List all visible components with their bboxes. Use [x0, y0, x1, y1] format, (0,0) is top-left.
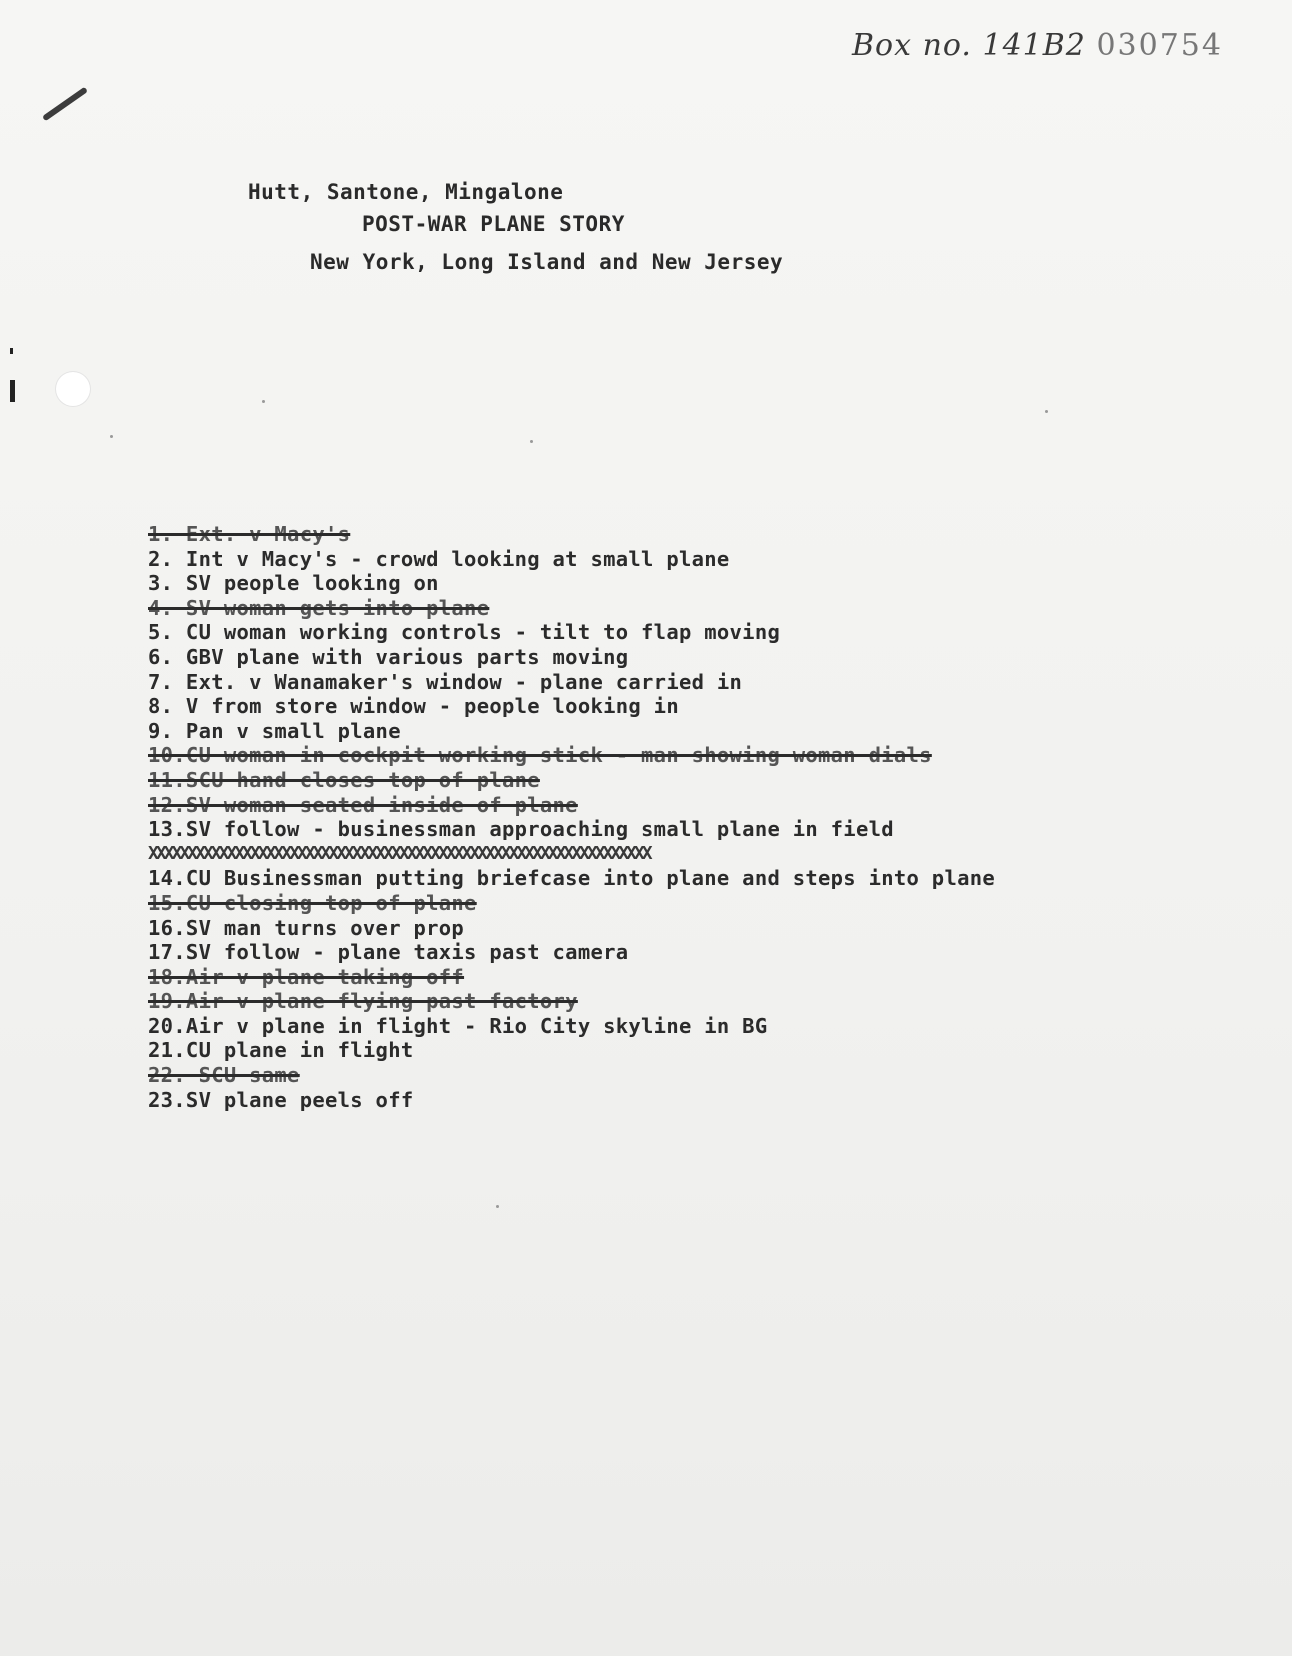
pen-tick-mark: [42, 87, 88, 122]
shot-item: 1. Ext. v Macy's: [148, 522, 351, 546]
paper-speck: [110, 435, 113, 438]
handwritten-archive-note: [852, 28, 1223, 63]
paper-speck: [496, 1205, 499, 1208]
shot-item: 17.SV follow - plane taxis past camera: [148, 940, 629, 965]
shot-item: 5. CU woman working controls - tilt to flap moving: [148, 620, 781, 645]
shot-item: 15.CU closing top of plane: [148, 890, 477, 915]
shot-item: 20.Air v plane in flight - Rio City skyline in BG: [148, 1013, 768, 1038]
shot-item: 12.SV woman seated inside of plane: [148, 792, 578, 817]
shot-item: 10.CU woman in cockpit working stick - man showing woman dials: [148, 743, 932, 768]
shot-item: 14.CU Businessman putting briefcase into plane and steps into plane: [148, 866, 996, 891]
paper-speck: [530, 440, 533, 443]
shot-item: 11.SCU hand closes top of plane: [148, 767, 540, 792]
locations-line: New York, Long Island and New Jersey: [310, 250, 784, 274]
shot-item: 2. Int v Macy's - crowd looking at small plane: [148, 546, 730, 571]
shot-item: 4. SV woman gets into plane: [148, 595, 490, 620]
paper-speck: [1045, 410, 1048, 413]
edge-mark: [10, 380, 15, 402]
shot-item: 8. V from store window - people looking in: [148, 694, 679, 719]
shot-item: 23.SV plane peels off: [148, 1087, 414, 1112]
shot-item: 13.SV follow - businessman approaching small plane in field: [148, 817, 894, 842]
shot-list: [148, 522, 1248, 1112]
shot-item: 7. Ext. v Wanamaker's window - plane carried in: [148, 669, 743, 694]
shot-item: 9. Pan v small plane: [148, 718, 401, 743]
punch-hole: [56, 372, 90, 406]
shot-item: 22. SCU same: [148, 1063, 300, 1088]
struck-out-row: XXXXXXXXXXXXXXXXXXXXXXXXXXXXXXXXXXXXXXXXXXXXXXXXXXXXXXXXXXXXXXXX: [148, 842, 650, 864]
shot-item: 16.SV man turns over prop: [148, 915, 465, 940]
shot-item: 19.Air v plane flying past factory: [148, 989, 578, 1014]
shot-item: 18.Air v plane taking off: [148, 964, 465, 989]
document-title: POST-WAR PLANE STORY: [362, 212, 625, 236]
archive-number: 030754: [1096, 28, 1223, 63]
shot-item: 6. GBV plane with various parts moving: [148, 644, 629, 669]
authors-line: Hutt, Santone, Mingalone: [248, 180, 564, 204]
paper-speck: [262, 400, 265, 403]
edge-mark: [10, 348, 13, 354]
shot-item: 3. SV people looking on: [148, 571, 439, 596]
shot-item: 21.CU plane in flight: [148, 1038, 414, 1063]
archive-box-note: Box no. 141B2: [852, 28, 1086, 63]
